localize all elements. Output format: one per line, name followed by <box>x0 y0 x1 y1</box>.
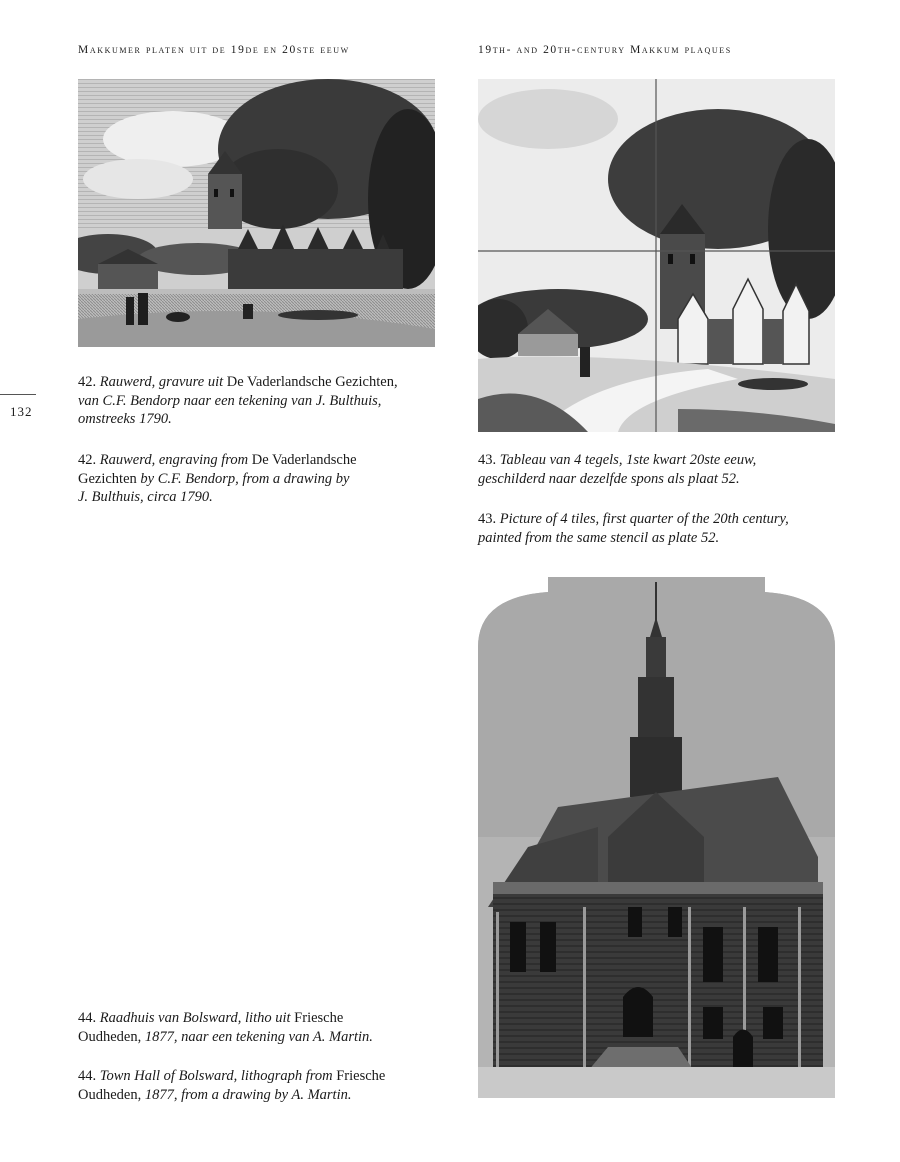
figure-43-tile-tableau <box>478 79 835 432</box>
page-number: 132 <box>10 404 33 419</box>
caption-42-english-number: 42. <box>78 452 97 468</box>
caption-43-dutch-number: 43. <box>478 452 497 468</box>
caption-43-english-line1: Picture of 4 tiles, first quarter of the 20th century, <box>499 511 789 527</box>
caption-44-dutch-source-cont: Oudheden, <box>78 1028 142 1045</box>
caption-44-english <box>78 1067 458 1104</box>
caption-43-dutch-line2: geschilderd naar dezelfde spons als plaat 52. <box>478 470 740 487</box>
running-header-english: 19th- and 20th-century Makkum plaques <box>478 44 732 56</box>
caption-42-english-source-cont: Gezichten <box>78 470 137 487</box>
caption-42-dutch-title: Rauwerd, gravure uit <box>99 374 224 390</box>
caption-44-dutch <box>78 1009 458 1046</box>
caption-42-dutch-number: 42. <box>78 374 97 390</box>
caption-42-english <box>78 451 448 507</box>
caption-43-dutch <box>478 451 858 488</box>
caption-44-english-credit: 1877, from a drawing by A. Martin. <box>144 1086 352 1103</box>
caption-42-dutch-credit: van C.F. Bendorp naar een tekening van J. Bulthuis, <box>78 392 382 409</box>
caption-44-dutch-credit: 1877, naar een tekening van A. Martin. <box>144 1028 373 1045</box>
caption-43-english-line2: painted from the same stencil as plate 52. <box>478 529 720 546</box>
caption-44-dutch-source: Friesche <box>294 1010 344 1026</box>
figure-42-engraving-rauwerd <box>78 79 435 347</box>
caption-43-english <box>478 510 868 547</box>
caption-42-english-date: J. Bulthuis, circa 1790. <box>78 489 213 505</box>
caption-44-dutch-title: Raadhuis van Bolsward, litho uit <box>99 1010 291 1026</box>
caption-42-dutch-source: De Vaderlandsche Gezichten, <box>226 374 398 390</box>
caption-44-english-source: Friesche <box>336 1068 386 1084</box>
caption-42-english-credit: by C.F. Bendorp, from a drawing by <box>140 470 350 487</box>
page-number-rule <box>0 394 36 395</box>
caption-43-english-number: 43. <box>478 511 497 527</box>
caption-42-english-source: De Vaderlandsche <box>251 452 357 468</box>
caption-44-english-number: 44. <box>78 1068 97 1084</box>
caption-44-english-source-cont: Oudheden, <box>78 1086 142 1103</box>
caption-44-dutch-number: 44. <box>78 1010 97 1026</box>
caption-43-dutch-line1: Tableau van 4 tegels, 1ste kwart 20ste eeuw, <box>499 452 757 468</box>
caption-42-english-title: Rauwerd, engraving from <box>99 452 249 468</box>
caption-42-dutch <box>78 373 448 429</box>
caption-44-english-title: Town Hall of Bolsward, lithograph from <box>99 1068 333 1084</box>
running-header-dutch: Makkumer platen uit de 19de en 20ste eeuw <box>78 44 350 56</box>
figure-44-lithograph-town-hall-bolsward <box>478 577 835 1098</box>
caption-42-dutch-date: omstreeks 1790. <box>78 411 172 427</box>
